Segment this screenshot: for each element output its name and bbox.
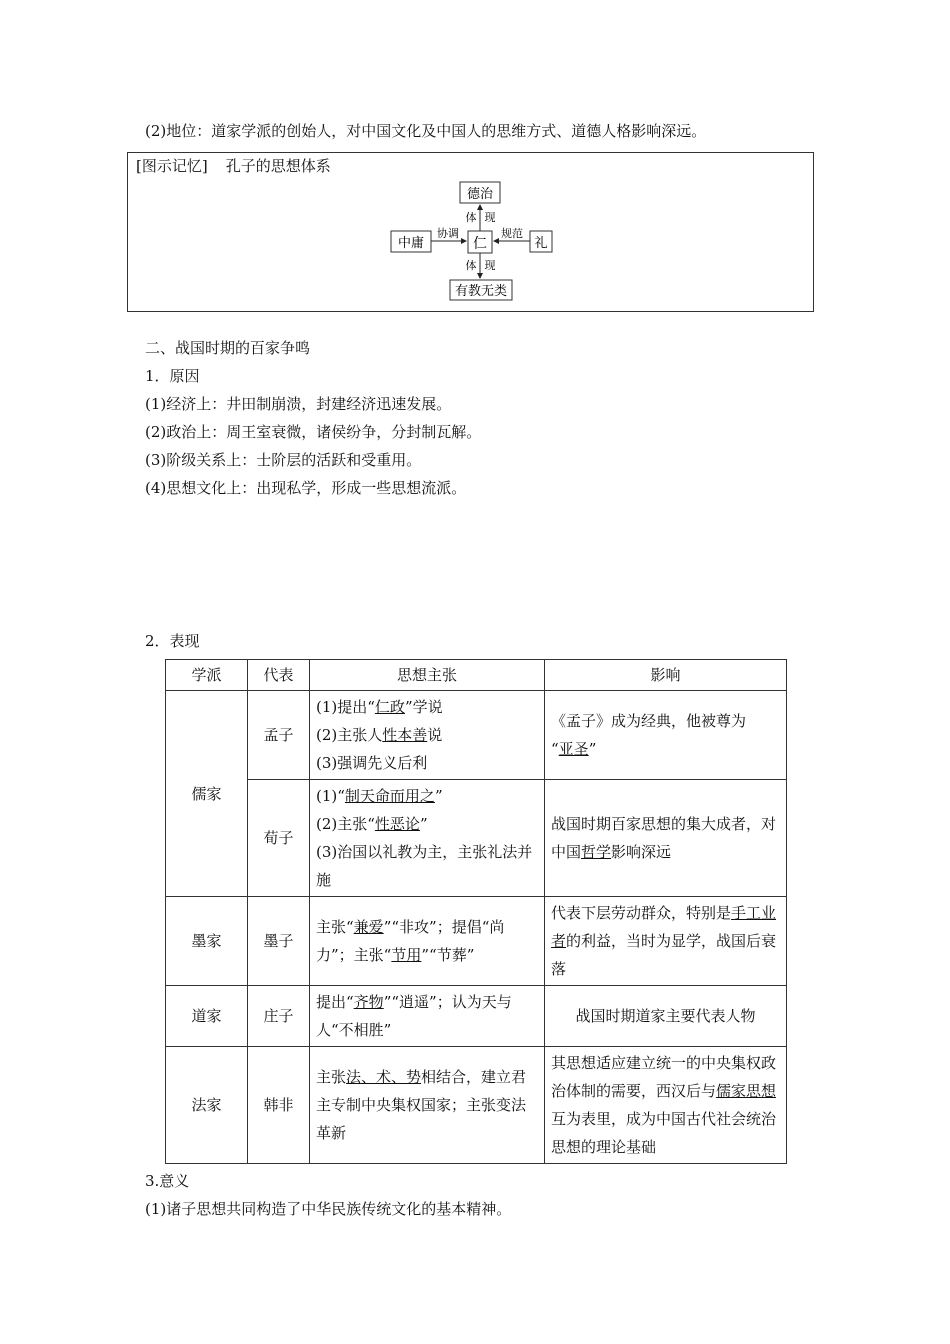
table-row [166,897,787,986]
influence-zhuangzi: 战国时期道家主要代表人物 [545,986,787,1047]
edge-bottom-1: 体 [465,259,477,272]
node-dezhi: 德治 [466,187,494,202]
influence-hanfei: 其思想适应建立统一的中央集权政治体制的需要，西汉后与儒家思想互为表里，成为中国古代社会统治思想的理论基础 [545,1047,787,1164]
header-influence: 影响 [545,660,787,691]
table-header-row [166,660,787,691]
rep-xunzi: 荀子 [248,780,310,897]
table-row [166,986,787,1047]
school-ru: 儒家 [166,691,248,897]
header-rep: 代表 [248,660,310,691]
section3-line1: (1)诸子思想共同构造了中华民族传统文化的基本精神。 [145,1200,512,1218]
reason-3: (3)阶级关系上：士阶层的活跃和受重用。 [145,451,422,469]
rep-zhuangzi: 庄子 [248,986,310,1047]
influence-xunzi: 战国时期百家思想的集大成者，对中国哲学影响深远 [545,780,787,897]
rep-mengzi: 孟子 [248,691,310,780]
section2-sub1: 1．原因 [145,367,200,385]
confucius-diagram [128,153,815,313]
edge-left: 协调 [437,227,459,240]
table-row [166,780,787,897]
reason-1: (1)经济上：井田制崩溃，封建经济迅速发展。 [145,395,452,413]
school-dao: 道家 [166,986,248,1047]
idea-mengzi: (1)提出“仁政”学说 (2)主张人性本善说 (3)强调先义后利 [310,691,545,780]
diagram-title-text: 孔子的思想体系 [225,157,331,175]
rep-mozi: 墨子 [248,897,310,986]
header-idea: 思想主张 [310,660,545,691]
header-school: 学派 [166,660,248,691]
table-row [166,1047,787,1164]
section2-heading: 二、战国时期的百家争鸣 [145,339,311,357]
node-zhongyong: 中庸 [397,236,425,251]
table-row [166,691,787,780]
reason-2: (2)政治上：周王室衰微，诸侯纷争，分封制瓦解。 [145,423,482,441]
reason-4: (4)思想文化上：出现私学，形成一些思想流派。 [145,479,467,497]
edge-right: 规范 [501,227,523,240]
edge-bottom-2: 现 [484,259,496,272]
edge-top-1: 体 [465,211,477,224]
section2-sub2: 2．表现 [145,632,200,650]
diagram-box-label: [图示记忆] [136,157,208,175]
school-fa: 法家 [166,1047,248,1164]
idea-mozi: 主张“兼爱”“非攻”；提倡“尚力”；主张“节用”“节葬” [310,897,545,986]
idea-xunzi: (1)“制天命而用之” (2)主张“性恶论” (3)治国以礼教为主，主张礼法并施 [310,780,545,897]
node-li: 礼 [534,236,548,251]
edge-top-2: 现 [484,211,496,224]
schools-table [165,659,787,1164]
intro-line: (2)地位：道家学派的创始人，对中国文化及中国人的思维方式、道德人格影响深远。 [145,122,707,140]
influence-mozi: 代表下层劳动群众，特别是手工业者的利益，当时为显学，战国后衰落 [545,897,787,986]
influence-mengzi: 《孟子》成为经典，他被尊为 “亚圣” [545,691,787,780]
node-ren: 仁 [473,236,487,252]
idea-zhuangzi: 提出“齐物”“逍遥”；认为天与人“不相胜” [310,986,545,1047]
school-mo: 墨家 [166,897,248,986]
memory-diagram-box [127,152,814,312]
idea-hanfei: 主张法、术、势相结合，建立君主专制中央集权国家；主张变法革新 [310,1047,545,1164]
rep-hanfei: 韩非 [248,1047,310,1164]
node-youjiao: 有教无类 [454,284,508,299]
section3-heading: 3.意义 [145,1172,190,1190]
